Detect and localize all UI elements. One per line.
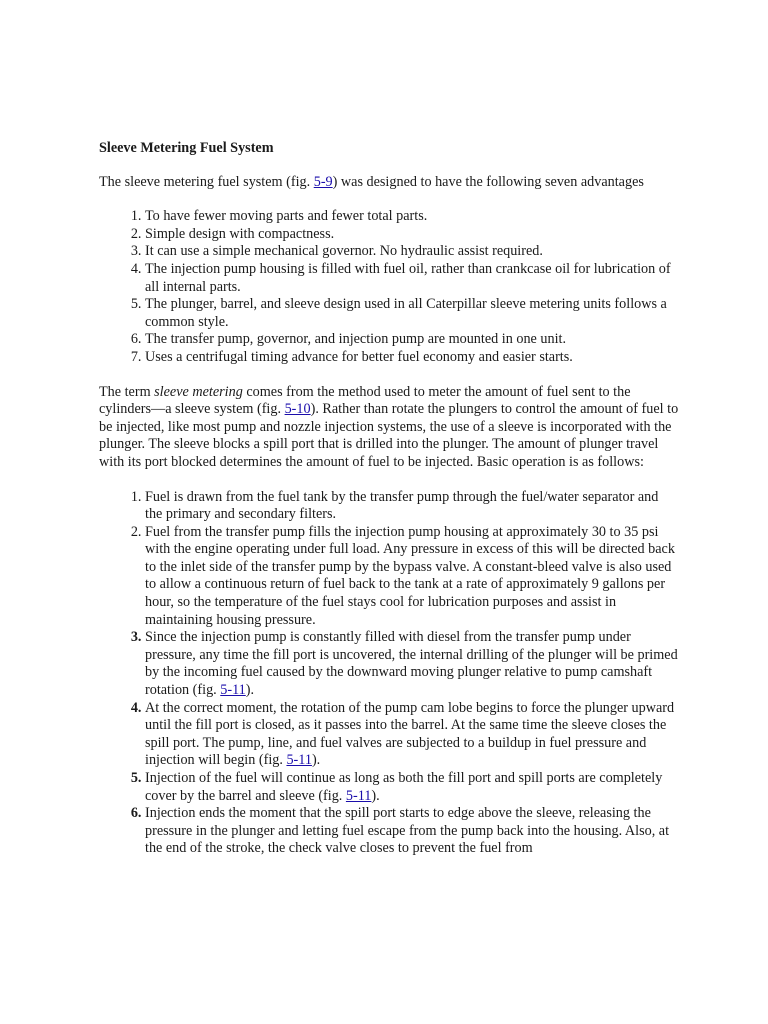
list-item: [145, 489, 679, 524]
intro-text-after: ) was designed to have the following seven advantages: [332, 173, 644, 190]
operation-text: Injection of the fuel will continue as long as both the fill port and spill ports are completely cover by the barrel and sleeve (fig.: [145, 770, 663, 804]
operation-text: At the correct moment, the rotation of the pump cam lobe begins to force the plunger upward until the fill port is closed, as it passes into the barrel. At the same time the sleeve closes the spill port. The pump, line, and fuel valves are subjected to a buildup in fuel pressure and injection will begin (fig.: [145, 699, 675, 769]
advantages-list: [99, 208, 679, 366]
operation-text: Fuel from the transfer pump fills the injection pump housing at approximately 30 to 35 psi with the engine operating under full load. Any pressure in excess of this will be directed back to the inlet side of the transfer pump by the bypass valve. A constant-bleed valve is also used to allow a continuous return of fuel back to the tank at a rate of approximately 9 gallons per hour, so the temperature of the fuel stays cool for lubrication purposes and assist in maintaining housing pressure.: [145, 523, 675, 628]
term-emphasis: sleeve metering: [154, 383, 243, 400]
list-item: 1. To have fewer moving parts and fewer total parts.: [145, 208, 679, 226]
list-item: [145, 629, 679, 699]
list-item: 5. The plunger, barrel, and sleeve design used in all Caterpillar sleeve metering units follows a common style.: [145, 296, 679, 331]
figure-link-5-10[interactable]: 5-10: [284, 401, 311, 418]
figure-link-5-11[interactable]: 5-11: [286, 752, 312, 769]
list-item: [145, 524, 679, 630]
list-item: 7. Uses a centrifugal timing advance for better fuel economy and easier starts.: [145, 349, 679, 367]
operation-tail: ).: [311, 752, 321, 769]
list-item: 3. It can use a simple mechanical governor. No hydraulic assist required.: [145, 243, 679, 261]
operation-text: Fuel is drawn from the fuel tank by the transfer pump through the fuel/water separator and the primary and secondary filters.: [145, 488, 659, 523]
figure-link-5-11[interactable]: 5-11: [345, 787, 372, 804]
operation-tail: ).: [245, 682, 255, 699]
operation-tail: ).: [371, 787, 380, 804]
section-title: Sleeve Metering Fuel System: [99, 140, 274, 156]
list-item: [145, 770, 679, 805]
intro-paragraph: [99, 174, 679, 192]
operation-text: Since the injection pump is constantly filled with diesel from the transfer pump under pressure, any time the fill port is uncovered, the internal drilling of the plunger will be primed by the incoming fuel caused by the downward moving plunger relative to pump camshaft rotation (fig.: [145, 629, 678, 699]
term-text-3: ). Rather than rotate the plungers to control the amount of fuel to be injected, like most pump and nozzle injection systems, the use of a sleeve is incorporated with the plunger. The sleeve blocks a spill port that is drilled into the plunger. The amount of plunger travel with its port blocked determines the amount of fuel to be injected. Basic operation is as follows:: [99, 401, 679, 470]
intro-text-before: The sleeve metering fuel system (fig.: [99, 173, 314, 190]
list-item: [145, 700, 679, 770]
list-item: 4. The injection pump housing is filled with fuel oil, rather than crankcase oil for lubrication of all internal parts.: [145, 261, 679, 296]
term-text-1: The term: [99, 383, 155, 400]
list-item: 2. Simple design with compactness.: [145, 226, 679, 244]
operation-list: [99, 489, 679, 858]
term-text-2: comes from the method used to meter the amount of fuel sent to the cylinders—a sleeve system (fig.: [99, 383, 631, 418]
figure-link-5-9[interactable]: 5-9: [313, 173, 333, 190]
figure-link-5-11[interactable]: 5-11: [220, 682, 246, 699]
operation-text: Injection ends the moment that the spill port starts to edge above the sleeve, releasing the pressure in the plunger and letting fuel escape from the pump back into the housing. Also, at the end of the stroke, the check valve closes to prevent the fuel from: [145, 805, 670, 857]
sleeve-metering-paragraph: [99, 384, 679, 472]
document-page: [99, 130, 679, 875]
list-item: 6. The transfer pump, governor, and injection pump are mounted in one unit.: [145, 331, 679, 349]
list-item: [145, 805, 679, 858]
